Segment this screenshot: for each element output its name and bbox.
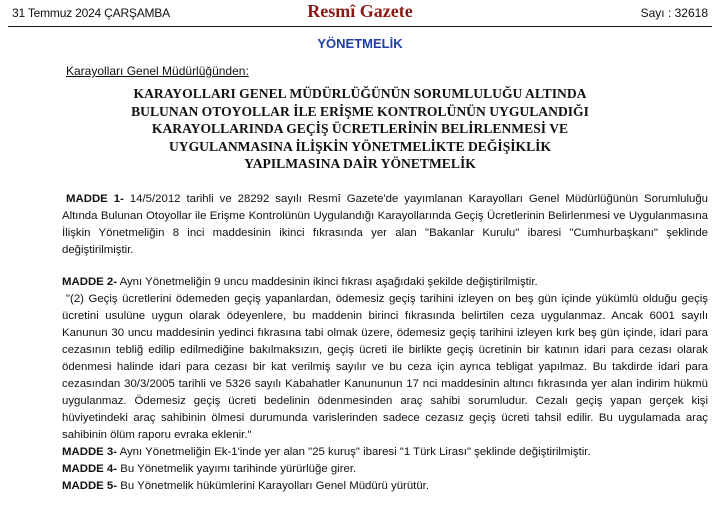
- article-1: [62, 191, 708, 259]
- article-2: [62, 274, 708, 291]
- issuing-authority: Karayolları Genel Müdürlüğünden:: [66, 64, 249, 78]
- gazette-title: Resmî Gazete: [307, 1, 413, 21]
- article-label: MADDE 1-: [66, 193, 124, 205]
- article-text: Bu Yönetmelik hükümlerini Karayolları Genel Müdürü yürütür.: [117, 480, 429, 492]
- title-line: KARAYOLLARI GENEL MÜDÜRLÜĞÜNÜN SORUMLULUĞU ALTINDA: [133, 86, 587, 101]
- article-label: MADDE 2-: [62, 276, 118, 288]
- article-text: Aynı Yönetmeliğin 9 uncu maddesinin ikinci fıkrası aşağıdaki şekilde değiştirilmiştir.: [117, 276, 538, 288]
- title-line: UYGULANMASINA İLİŞKİN YÖNETMELİKTE DEĞİŞİKLİK: [168, 138, 552, 154]
- article-1-block: [62, 191, 708, 259]
- article-text: Aynı Yönetmeliğin Ek-1'inde yer alan "25 kuruş" ibaresi "1 Türk Lirası" şeklinde değiştirilmiştir.: [117, 446, 591, 458]
- article-label: MADDE 4-: [62, 463, 118, 475]
- article-label: MADDE 5-: [62, 480, 118, 492]
- article-3: [62, 444, 708, 461]
- amended-paragraph: "(2) Geçiş ücretlerini ödemeden geçiş yapanlardan, ödemesiz geçiş tarihini izleyen on beş gün içinde yükümlü olduğu geçiş ücretini usulüne uygun olarak ödeyenlere, bu maddenin birinci fıkrasında belirtilen ceza uygulanmaz. Ancak 6001 sayılı Kanunun 30 uncu maddesinin yedinci fıkrasına tabi olmak üzere, ödemesiz geçiş tarihini izleyen kırk beş gün içinde, idari para cezasının tebliğ edilip edilmediğine bakılmaksızın, geçiş ücreti ile birlikte geçiş ücretinin bir katının idari para cezası olarak ödenmesi halinde idari para cezası bir kat verilmiş sayılır ve bu ceza için ayrıca tebligat yapılmaz. Bu takdirde idari para cezasından 30/3/2005 tarihli ve 5326 sayılı Kabahatler Kanununun 17 nci maddesinin altıncı fıkrasında yer alan indirim hükmü uygulanmaz. Ödemesiz geçiş ücreti bedelinin ödenmesinden araç sahibi sorumludur. Cezalı geçiş yapan gerçek kişi hüviyetindeki araç sahibinin ölmesi durumunda varislerinden sadece cezasız geçiş ücreti tahsil edilir. Bu uygulamada araç sahibinin ölüm raporu evraka eklenir.": [62, 293, 708, 441]
- title-line: YAPILMASINA DAİR YÖNETMELİK: [244, 156, 476, 171]
- title-line: KARAYOLLARINDA GEÇİŞ ÜCRETLERİNİN BELİRLENMESİ VE: [151, 121, 569, 136]
- issue-number: Sayı : 32618: [640, 6, 708, 20]
- article-label: MADDE 3-: [62, 446, 118, 458]
- section-heading: YÖNETMELİK: [317, 36, 403, 51]
- issue-date: 31 Temmuz 2024 ÇARŞAMBA: [12, 6, 170, 20]
- article-text: 14/5/2012 tarihli ve 28292 sayılı Resmî Gazete'de yayımlanan Karayolları Genel Müdürlüğünün Sorumluluğu Altında Bulunan Otoyollar ile Erişme Kontrolünün Uygulandığı Karayollarında Geçiş Ücretlerinin Belirlenmesi ve Uygulanmasına İlişkin Yönetmeliğin 8 inci maddesinin ikinci fıkrasında yer alan "Bakanlar Kurulu" ibaresi "Cumhurbaşkanı" şeklinde değiştirilmiştir.: [62, 193, 708, 256]
- article-text: Bu Yönetmelik yayımı tarihinde yürürlüğe girer.: [117, 463, 357, 475]
- header-divider: [8, 26, 712, 27]
- regulation-title: [60, 85, 660, 173]
- article-5: [62, 478, 708, 495]
- article-4: [62, 461, 708, 478]
- title-line: BULUNAN OTOYOLLAR İLE ERİŞME KONTROLÜNÜN UYGULANDIĞI: [131, 103, 589, 119]
- gazette-header: [8, 0, 712, 26]
- articles-block: [62, 274, 708, 495]
